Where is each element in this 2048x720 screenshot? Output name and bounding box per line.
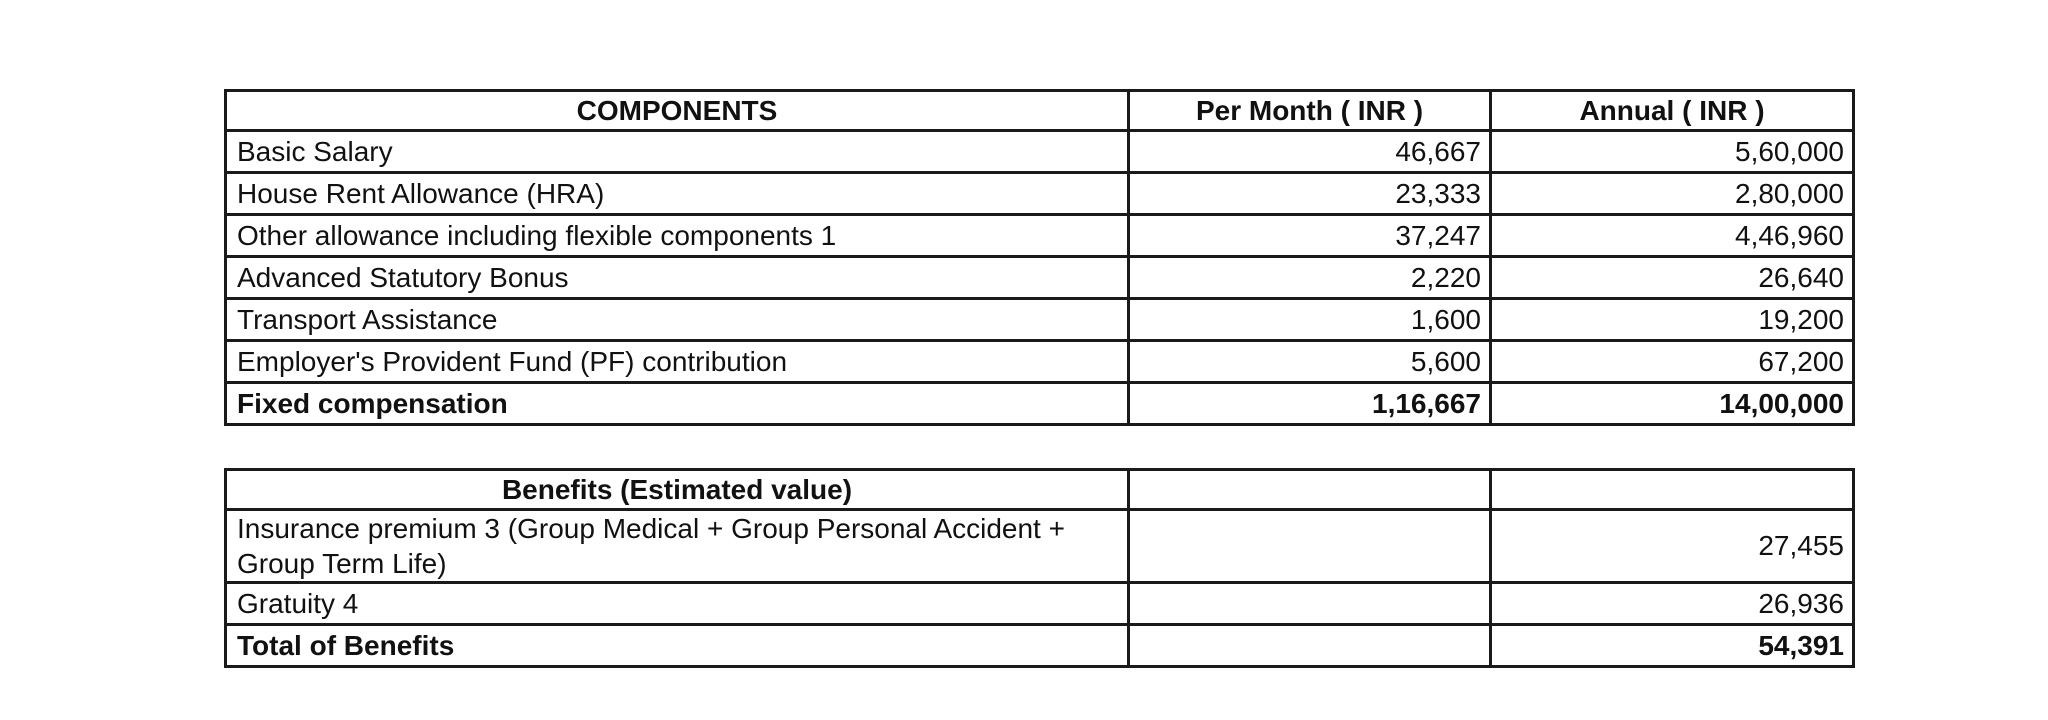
annual-value: 27,455 [1491, 510, 1854, 583]
annual-value: 4,46,960 [1491, 215, 1854, 257]
component-name: Advanced Statutory Bonus [226, 257, 1129, 299]
per-month-value: 46,667 [1129, 131, 1491, 173]
per-month-value [1129, 510, 1491, 583]
benefit-name: Insurance premium 3 (Group Medical + Group Personal Accident + Group Term Life) [226, 510, 1129, 583]
annual-value: 26,640 [1491, 257, 1854, 299]
table-row [226, 173, 1854, 215]
annual-value: 5,60,000 [1491, 131, 1854, 173]
table-row [226, 131, 1854, 173]
component-name: Basic Salary [226, 131, 1129, 173]
column-header-per-month: Per Month ( INR ) [1129, 91, 1491, 131]
annual-value: 19,200 [1491, 299, 1854, 341]
component-name: Other allowance including flexible components 1 [226, 215, 1129, 257]
per-month-value: 37,247 [1129, 215, 1491, 257]
component-name: Employer's Provident Fund (PF) contribution [226, 341, 1129, 383]
per-month-value: 5,600 [1129, 341, 1491, 383]
table-header-row [226, 91, 1854, 131]
total-annual: 54,391 [1491, 625, 1854, 667]
total-label: Total of Benefits [226, 625, 1129, 667]
table-row [226, 215, 1854, 257]
components-table [224, 89, 1855, 426]
annual-value: 67,200 [1491, 341, 1854, 383]
benefit-name: Gratuity 4 [226, 583, 1129, 625]
per-month-value: 1,600 [1129, 299, 1491, 341]
column-header-annual: Annual ( INR ) [1491, 91, 1854, 131]
total-per-month [1129, 625, 1491, 667]
total-label: Fixed compensation [226, 383, 1129, 425]
per-month-value [1129, 583, 1491, 625]
total-row [226, 383, 1854, 425]
table-row [226, 341, 1854, 383]
table-header-row [226, 470, 1854, 510]
table-row [226, 299, 1854, 341]
component-name: Transport Assistance [226, 299, 1129, 341]
column-header-components: COMPONENTS [226, 91, 1129, 131]
annual-value: 2,80,000 [1491, 173, 1854, 215]
column-header-blank [1129, 470, 1491, 510]
per-month-value: 23,333 [1129, 173, 1491, 215]
component-name: House Rent Allowance (HRA) [226, 173, 1129, 215]
total-row [226, 625, 1854, 667]
annual-value: 26,936 [1491, 583, 1854, 625]
column-header-benefits: Benefits (Estimated value) [226, 470, 1129, 510]
per-month-value: 2,220 [1129, 257, 1491, 299]
total-annual: 14,00,000 [1491, 383, 1854, 425]
table-row [226, 257, 1854, 299]
table-row [226, 583, 1854, 625]
column-header-blank [1491, 470, 1854, 510]
table-row [226, 510, 1854, 583]
benefits-table [224, 468, 1855, 668]
total-per-month: 1,16,667 [1129, 383, 1491, 425]
